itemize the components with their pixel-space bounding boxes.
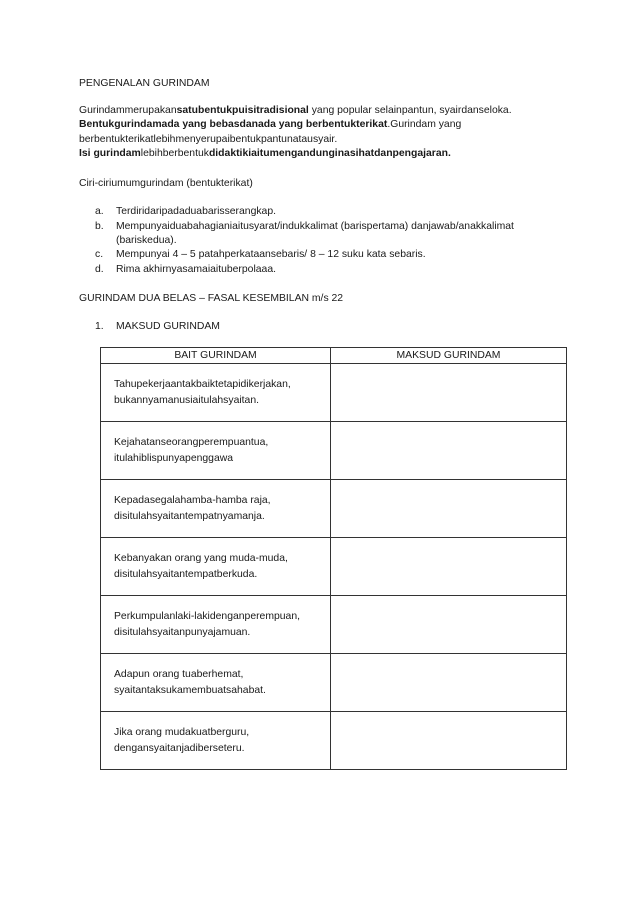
intro-text: .Gurindam yang (387, 119, 462, 130)
bait-cell (101, 480, 331, 538)
list-item-text: Terdiridaripadaduabarisserangkap. (116, 206, 276, 217)
intro-line-1 (79, 104, 512, 118)
bait-line: disitulahsyaitantempatnyamanja. (114, 510, 265, 522)
intro-line-2 (79, 118, 461, 132)
bait-line: Kepadasegalahamba-hamba raja, (114, 494, 271, 506)
intro-bold-text: Isi gurindam (79, 148, 141, 159)
intro-line-3: berbentukterikatlebihmenyerupaibentukpantunatausyair. (79, 134, 338, 145)
table-row (101, 480, 567, 538)
bait-line: Adapun orang tuaberhemat, (114, 668, 244, 680)
list-item-continuation: (bariskedua). (116, 235, 177, 246)
list-marker: b. (95, 221, 104, 232)
bait-line: syaitantaksukamembuatsahabat. (114, 684, 266, 696)
bait-line: bukannyamanusiaitulahsyaitan. (114, 394, 259, 406)
intro-text: lebihberbentuk (140, 148, 209, 159)
table-row (101, 712, 567, 770)
maksud-cell[interactable] (331, 422, 567, 480)
list-item-text: Mempunyai 4 – 5 patahperkataansebaris/ 8 – 12 suku kata sebaris. (116, 249, 426, 260)
bait-cell (101, 422, 331, 480)
bait-line: disitulahsyaitantempatberkuda. (114, 568, 258, 580)
table-row (101, 538, 567, 596)
list-item (95, 263, 276, 277)
intro-bold-text: didaktikiaitumengandunginasihatdanpengajaran. (208, 148, 451, 159)
list-marker: 1. (95, 321, 104, 332)
list-marker: d. (95, 264, 104, 275)
maksud-cell[interactable] (331, 538, 567, 596)
list-marker: c. (95, 249, 104, 260)
bait-cell (101, 596, 331, 654)
list-item (95, 220, 514, 234)
list-item-text: Mempunyaiduabahagianiaitusyarat/indukkalimat (barispertama) danjawab/anakkalimat (116, 221, 514, 232)
table-row (101, 654, 567, 712)
bait-cell (101, 712, 331, 770)
list-item-text: Rima akhirnyasamaiaituberpolaaa. (116, 264, 276, 275)
intro-text: yang popular selainpantun, syairdanseloka. (308, 105, 512, 116)
maksud-cell[interactable] (331, 596, 567, 654)
column-header-bait: BAIT GURINDAM (101, 348, 331, 364)
section-heading: GURINDAM DUA BELAS – FASAL KESEMBILAN m/s 22 (79, 293, 344, 304)
maksud-cell[interactable] (331, 712, 567, 770)
bait-cell (101, 654, 331, 712)
bait-line: disitulahsyaitanpunyajamuan. (114, 626, 251, 638)
ciri-heading: Ciri-ciriumumgurindam (bentukterikat) (79, 178, 253, 189)
maksud-cell[interactable] (331, 654, 567, 712)
list-item (95, 248, 426, 262)
intro-text: Gurindammerupakan (79, 105, 177, 116)
table-header-row (101, 348, 567, 364)
intro-bold-text: satubentukpuisitradisional (176, 105, 309, 116)
maksud-cell[interactable] (331, 480, 567, 538)
maksud-cell[interactable] (331, 364, 567, 422)
bait-cell (101, 364, 331, 422)
subheading-text: MAKSUD GURINDAM (116, 321, 220, 332)
bait-line: Jika orang mudakuatberguru, (114, 726, 250, 738)
list-marker: a. (95, 206, 104, 217)
bait-cell (101, 538, 331, 596)
page-title: PENGENALAN GURINDAM (79, 78, 210, 89)
numbered-subheading (95, 320, 220, 334)
table-row (101, 596, 567, 654)
bait-line: Perkumpulanlaki-lakidenganperempuan, (114, 610, 300, 622)
intro-bold-text: Bentukgurindamada yang bebasdanada yang berbentukterikat (79, 119, 388, 130)
intro-line-4 (79, 147, 451, 161)
bait-line: Tahupekerjaantakbaiktetapidikerjakan, (114, 378, 291, 390)
bait-line: Kejahatanseorangperempuantua, (114, 436, 269, 448)
table-row (101, 422, 567, 480)
bait-line: Kebanyakan orang yang muda-muda, (114, 552, 288, 564)
list-item (95, 205, 276, 219)
gurindam-table (100, 347, 567, 770)
bait-line: itulahiblispunyapenggawa (114, 452, 234, 464)
column-header-maksud: MAKSUD GURINDAM (331, 348, 567, 364)
bait-line: dengansyaitanjadiberseteru. (114, 742, 245, 754)
table-row (101, 364, 567, 422)
